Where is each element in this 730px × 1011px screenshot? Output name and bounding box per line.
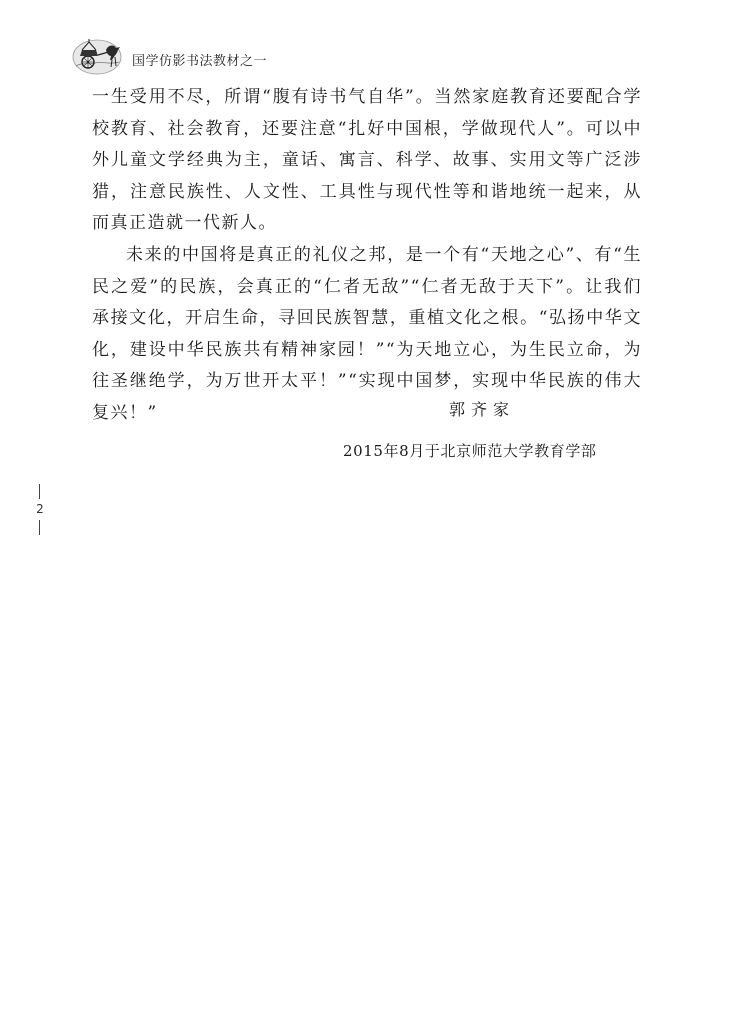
page-number-marker: [34, 484, 46, 536]
author-signature: 郭齐家: [449, 400, 516, 419]
body-text: [92, 82, 642, 430]
page-marker-rule-bottom: [39, 520, 40, 535]
paragraph: 未来的中国将是真正的礼仪之邦，是一个有“天地之心”、有“生民之爱”的民族，会真正的“仁者无敌”“仁者无敌于天下”。让我们承接文化，开启生命，寻回民族智慧，重植文化之根。“弘扬中华文化，建设中华民族共有精神家园！”“为天地立心，为生民立命，为往圣继绝学，为万世开太平！”“实现中国梦，实现中华民族的伟大复兴！”: [92, 244, 642, 423]
chariot-logo-icon: [68, 36, 126, 76]
page-header: [68, 36, 267, 76]
page-number: 2: [36, 502, 44, 516]
page-marker-rule-top: [39, 484, 40, 499]
series-title: 国学仿影书法教材之一: [132, 53, 268, 69]
paragraph-continued: 一生受用不尽，所谓“腹有诗书气自华”。当然家庭教育还要配合学校教育、社会教育，还要注意“扎好中国根，学做现代人”。可以中外儿童文学经典为主，童话、寓言、科学、故事、实用文等广泛涉猎，注意民族性、人文性、工具性与现代性等和谐地统一起来，从而真正造就一代新人。: [92, 87, 642, 234]
signature-date-place: 2015年8月于北京师范大学教育学部: [343, 442, 597, 460]
